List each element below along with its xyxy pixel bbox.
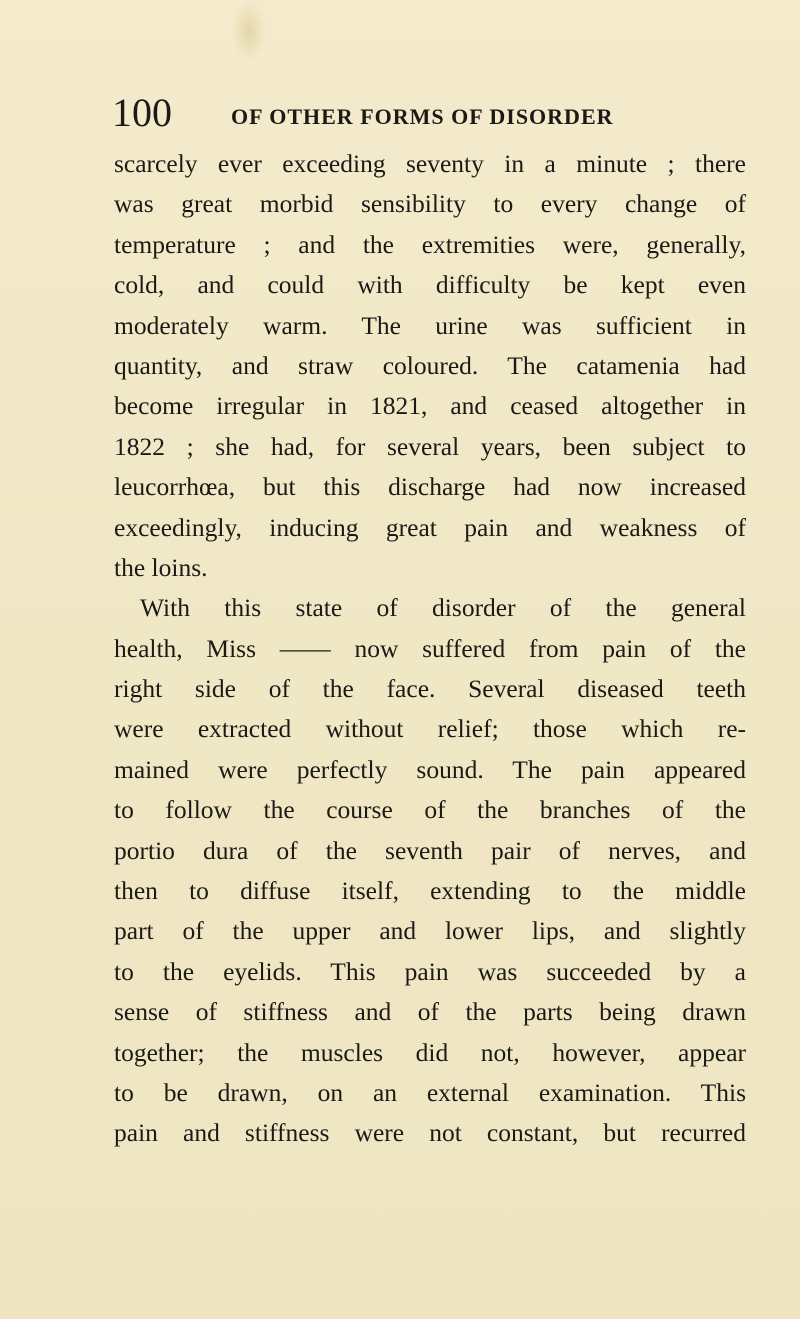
text-line: were extracted without relief; those which re-: [114, 714, 746, 744]
paragraph: [114, 144, 746, 588]
text-line: to the eyelids. This pain was succeeded by a: [114, 956, 746, 986]
text-line: health, Miss —— now suffered from pain of the: [114, 633, 746, 663]
text-line: together; the muscles did not, however, appear: [114, 1037, 746, 1067]
running-head: OF OTHER FORMS OF DISORDER: [231, 104, 614, 129]
text-line: mained were perfectly sound. The pain appeared: [114, 754, 746, 784]
text-line: right side of the face. Several diseased teeth: [114, 674, 746, 704]
text-line: become irregular in 1821, and ceased altogether in: [114, 391, 746, 421]
text-line: temperature ; and the extremities were, generally,: [114, 229, 746, 259]
text-line: to follow the course of the branches of the: [114, 795, 746, 825]
body-text: [114, 144, 746, 1154]
text-line: sense of stiffness and of the parts being drawn: [114, 997, 746, 1027]
page-header: [112, 88, 712, 138]
text-line: portio dura of the seventh pair of nerves, and: [114, 835, 746, 865]
text-line: part of the upper and lower lips, and slightly: [114, 916, 746, 946]
text-line: leucorrhœa, but this discharge had now increased: [114, 472, 746, 502]
paragraph: [114, 588, 746, 1153]
page-number: 100: [112, 90, 172, 135]
text-line: 1822 ; she had, for several years, been subject to: [114, 431, 746, 461]
text-line: quantity, and straw coloured. The catamenia had: [114, 350, 746, 380]
text-line: cold, and could with difficulty be kept even: [114, 270, 746, 300]
text-line: scarcely ever exceeding seventy in a minute ; there: [114, 149, 746, 178]
text-line: to be drawn, on an external examination. This: [114, 1077, 746, 1107]
text-line: exceedingly, inducing great pain and weakness of: [114, 512, 746, 542]
text-line: was great morbid sensibility to every change of: [114, 189, 746, 219]
text-line: the loins.: [114, 552, 208, 582]
text-line: then to diffuse itself, extending to the middle: [114, 876, 746, 906]
text-line: With this state of disorder of the general: [140, 593, 746, 623]
paper-stain: [232, 0, 266, 62]
text-line: moderately warm. The urine was sufficient in: [114, 310, 746, 340]
text-line: pain and stiffness were not constant, but recurred: [114, 1118, 746, 1148]
